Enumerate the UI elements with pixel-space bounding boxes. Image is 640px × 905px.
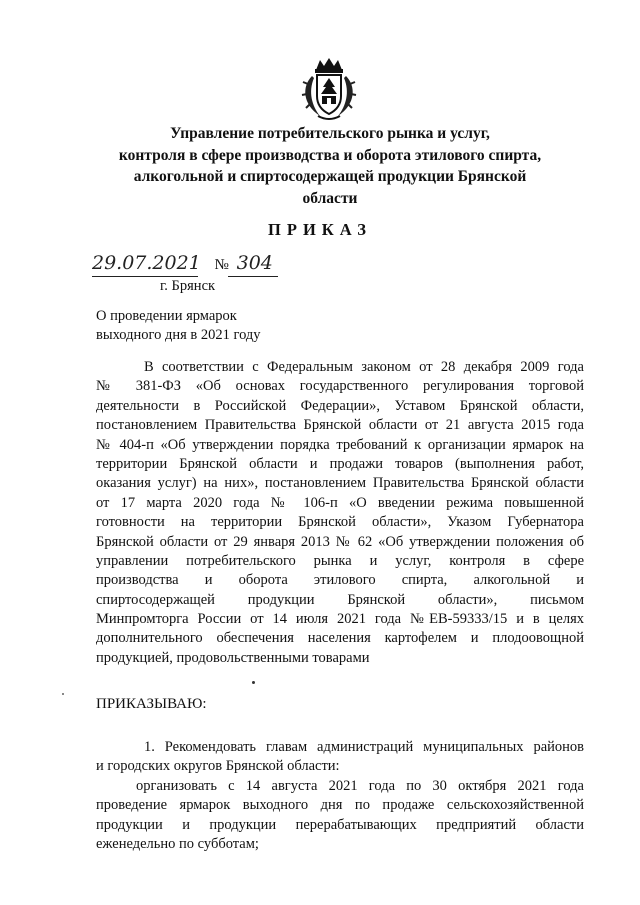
preamble-line: территории Брянской области и продажи товаров (выполнения работ, [96, 455, 584, 472]
item-line: продукции и продукции перерабатывающих предприятий области [96, 816, 584, 833]
order-items [96, 738, 584, 854]
preamble-line: Минпромторга России от 14 июля 2021 года №ЕВ-59333/15 и в целях [96, 611, 584, 628]
item-line: 1. Рекомендовать главам администраций муниципальных районов [144, 739, 584, 755]
handwritten-number: 304 [236, 252, 273, 274]
number-sign: № [214, 257, 229, 273]
scan-speck [62, 693, 64, 695]
preamble-line: оказания услуг) на них», постановлением Правительства Брянской области [96, 475, 584, 492]
organization-name [70, 123, 590, 209]
preamble-line: Брянской области от 29 января 2013 № 62 «Об утверждении положения об [96, 533, 584, 550]
coat-of-arms-icon [298, 56, 360, 122]
organization-line: контроля в сфере производства и оборота этилового спирта, [118, 146, 542, 164]
scan-speck [252, 681, 255, 684]
preamble-line: готовности на территории Брянской области», Указом Губернатора [96, 514, 584, 531]
preamble-line: спиртосодержащей продукции Брянской области», письмом [96, 591, 584, 608]
item-line: организовать с 14 августа 2021 года по 30 октября 2021 года [136, 777, 584, 794]
city-label: г. Брянск [160, 278, 216, 294]
preamble-line: производства и оборота этилового спирта, алкогольной и [96, 572, 584, 589]
subject-line: О проведении ярмарок [96, 308, 237, 324]
organization-line: области [302, 189, 358, 207]
preamble-line: В соответствии с Федеральным законом от 28 декабря 2009 года [144, 359, 584, 375]
preamble-line: дополнительного обеспечения населения картофелем и плодоовощной [96, 630, 584, 647]
item-line: и городских округов Брянской области: [96, 758, 340, 775]
preamble-line: от 17 марта 2020 года № 106-п «О введении режима повышенной [96, 494, 584, 511]
document-type-title: ПРИКАЗ [268, 220, 372, 239]
preamble-line: деятельности в Российской Федерации», Уставом Брянской области, [96, 397, 584, 414]
date-underline [92, 276, 198, 277]
preamble-line: управлении потребительского рынка и услуг, контроля в сфере [96, 552, 584, 569]
preamble-line: № 404-п «Об утверждении порядка требований к организации ярмарок на [96, 436, 584, 453]
organization-line: Управление потребительского рынка и услуг, [170, 125, 490, 142]
preamble-line: постановлением Правительства Брянской области от 21 августа 2015 года [96, 417, 584, 434]
order-keyword: ПРИКАЗЫВАЮ: [96, 696, 207, 712]
preamble-paragraph [96, 358, 584, 668]
item-line: проведение ярмарок выходного дня по продаже сельскохозяйственной [96, 797, 584, 814]
handwritten-date: 29.07.2021 [92, 252, 201, 274]
preamble-line: № 381-ФЗ «Об основах государственного регулирования торговой [96, 378, 584, 395]
preamble-line: продукцией, продовольственными товарами [96, 649, 370, 666]
document-subject [96, 307, 261, 345]
organization-line: алкогольной и спиртосодержащей продукции Брянской [133, 168, 527, 185]
subject-line: выходного дня в 2021 году [96, 327, 261, 343]
date-number-line [92, 252, 273, 274]
number-underline [228, 276, 278, 277]
item-line: еженедельно по субботам; [96, 835, 259, 852]
